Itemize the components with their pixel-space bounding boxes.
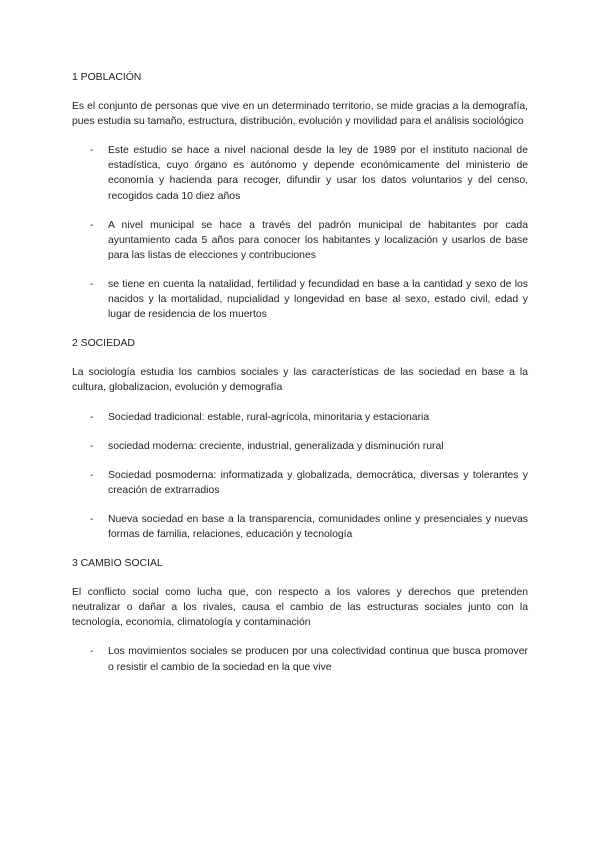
list-item-text: sociedad moderna: creciente, industrial, generalizada y disminución rural bbox=[108, 440, 444, 452]
bullet-list bbox=[72, 644, 528, 674]
bullet-dash: - bbox=[90, 278, 94, 290]
section-paragraph: La sociología estudia los cambios sociales y las características de las sociedad en base a la cultura, globalizacion, evolución y demografía bbox=[72, 367, 528, 394]
list-item-text: se tiene en cuenta la natalidad, fertilidad y fecundidad en base a la cantidad y sexo de los nacidos y la mortalidad, nupcialidad y longevidad en base al sexo, estado civil, edad y lugar de residencia de los muertos bbox=[108, 278, 528, 321]
list-item bbox=[72, 410, 528, 425]
section-poblacion bbox=[72, 70, 528, 322]
section-paragraph: El conflicto social como lucha que, con respecto a los valores y derechos que pretenden neutralizar o dañar a los rivales, causa el cambio de las estructuras sociales junto con la tecnología, economía, climatología y contaminación bbox=[72, 587, 528, 629]
bullet-dash: - bbox=[90, 440, 94, 452]
list-item bbox=[72, 468, 528, 498]
bullet-dash: - bbox=[90, 469, 94, 481]
list-item-text: Nueva sociedad en base a la transparencia, comunidades online y presenciales y nuevas formas de familia, relaciones, educación y tecnología bbox=[108, 513, 528, 540]
section-heading: 2 SOCIEDAD bbox=[72, 338, 135, 350]
bullet-dash: - bbox=[90, 145, 94, 157]
section-heading: 3 CAMBIO SOCIAL bbox=[72, 558, 163, 570]
bullet-list bbox=[72, 143, 528, 322]
list-item-text: Sociedad posmoderna: informatizada y globalizada, democrática, diversas y tolerantes y creación de extrarradios bbox=[108, 469, 528, 496]
list-item bbox=[72, 143, 528, 203]
list-item bbox=[72, 218, 528, 263]
document-page bbox=[72, 70, 528, 689]
list-item bbox=[72, 439, 528, 454]
section-cambio-social bbox=[72, 556, 528, 675]
section-heading: 1 POBLACIÓN bbox=[72, 72, 142, 83]
list-item-text: Sociedad tradicional: estable, rural-agrícola, minoritaria y estacionaria bbox=[108, 411, 430, 423]
list-item-text: Los movimientos sociales se producen por una colectividad continua que busca promover o resistir el cambio de la sociedad en la que vive bbox=[108, 646, 528, 673]
section-paragraph: Es el conjunto de personas que vive en un determinado territorio, se mide gracias a la demografía, pues estudia su tamaño, estructura, distribución, evolución y movilidad para el análisis sociológico bbox=[72, 101, 528, 128]
list-item bbox=[72, 644, 528, 674]
list-item bbox=[72, 277, 528, 322]
list-item-text: A nivel municipal se hace a través del padrón municipal de habitantes por cada ayuntamiento cada 5 años para conocer los habitantes y localización y usarlos de base para las listas de elecciones y contribuciones bbox=[108, 219, 528, 261]
bullet-dash: - bbox=[90, 646, 94, 658]
bullet-dash: - bbox=[90, 411, 94, 423]
list-item bbox=[72, 512, 528, 542]
bullet-dash: - bbox=[90, 219, 94, 231]
bullet-list bbox=[72, 410, 528, 543]
bullet-dash: - bbox=[90, 513, 94, 525]
list-item-text: Este estudio se hace a nivel nacional desde la ley de 1989 por el instituto nacional de estadística, cuyo órgano es autónomo y depende económicamente del ministerio de economía y hacienda para recoger, difundir y usar los datos voluntarios y del censo, recogidos cada 10 diez años bbox=[108, 145, 528, 202]
section-sociedad bbox=[72, 336, 528, 542]
